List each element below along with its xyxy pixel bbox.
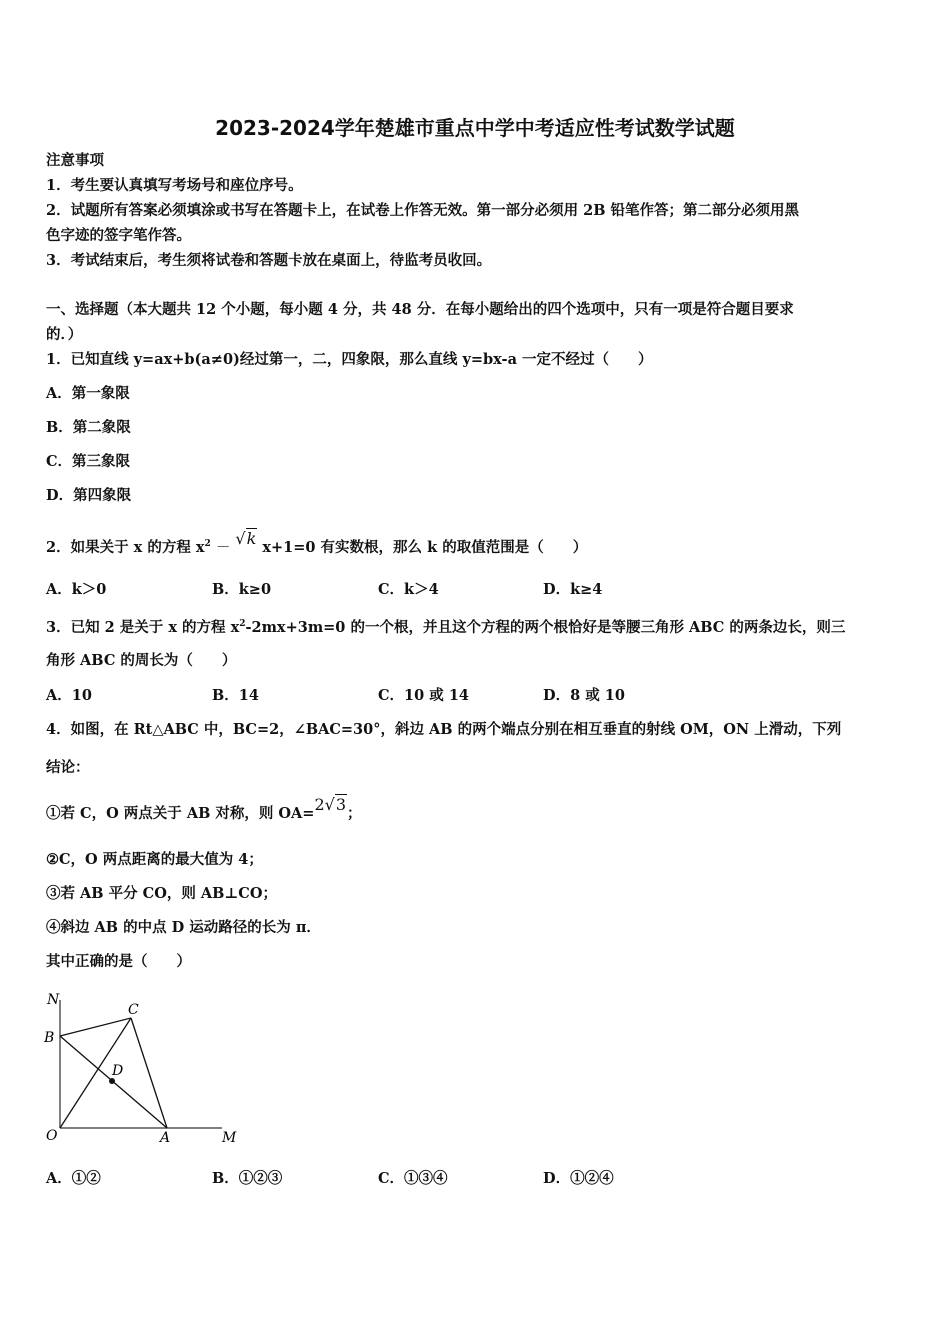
q3-stem [46, 614, 845, 638]
q2-minus: － [215, 539, 231, 556]
q4-option-d: D．①②④ [543, 1170, 614, 1187]
q4-stem-cont: 结论： [46, 759, 90, 776]
q3-stem-start: 3．已知 2 是关于 x 的方程 x [46, 618, 240, 636]
q4-c1-end: ； [347, 805, 362, 822]
q4-conclusion-1 [46, 795, 362, 824]
q2-stem-start: 2．如果关于 x 的方程 x [46, 538, 205, 556]
q2-option-b: B．k≥0 [212, 581, 272, 598]
q3-option-b: B．14 [212, 687, 259, 704]
q4-stem: 4．如图，在 Rt△ABC 中，BC=2，∠BAC=30°，斜边 AB 的两个端点分别在相互垂直的射线 OM，ON 上滑动，下列 [46, 721, 842, 738]
notice-item-2: 2．试题所有答案必须填涂或书写在答题卡上，在试卷上作答无效。第一部分必须用 2B 铅笔作答；第二部分必须用黑 [46, 202, 800, 219]
q4-option-c: C．①③④ [378, 1170, 448, 1187]
segment-ca [131, 1018, 167, 1128]
q3-option-a: A．10 [46, 687, 92, 704]
q1-stem: 1．已知直线 y=ax+b(a≠0)经过第一，二，四象限，那么直线 y=bx-a 一定不经过（ ） [46, 351, 653, 368]
q4-option-a: A．①② [46, 1170, 101, 1187]
label-d: D [112, 1063, 124, 1079]
q4-conclusion-4: ④斜边 AB 的中点 D 运动路径的长为 π． [46, 919, 321, 936]
segment-bc [60, 1018, 131, 1036]
q3-option-c: C．10 或 14 [378, 687, 469, 704]
page-title: 2023-2024学年楚雄市重点中学中考适应性考试数学试题 [215, 116, 735, 140]
q4-c1-text: ①若 C，O 两点关于 AB 对称，则 OA= [46, 805, 315, 822]
q2-sqrt-k: √k [235, 528, 257, 548]
label-c: C [128, 1002, 139, 1018]
q2-option-d: D．k≥4 [543, 581, 603, 598]
q4-c1-radicand: 3 [335, 795, 347, 814]
q2-option-c: C．k＞4 [378, 581, 439, 598]
notice-item-2-cont: 色字迹的签字笔作答。 [46, 227, 191, 244]
section-heading-cont: 的．） [46, 326, 83, 343]
q4-conclusion-2: ②C，O 两点距离的最大值为 4； [46, 851, 263, 868]
q3-option-d: D．8 或 10 [543, 687, 625, 704]
q1-option-c: C．第三象限 [46, 453, 131, 470]
q4-conclusion-3: ③若 AB 平分 CO，则 AB⊥CO； [46, 885, 277, 902]
label-n: N [47, 992, 60, 1008]
q2-stem-end: x+1=0 有实数根，那么 k 的取值范围是（ ） [262, 538, 588, 556]
q1-option-d: D．第四象限 [46, 487, 132, 504]
q1-option-b: B．第二象限 [46, 419, 131, 436]
q3-stem-end: -2mx+3m=0 的一个根，并且这个方程的两个根恰好是等腰三角形 ABC 的两条边长，则三 [245, 618, 846, 636]
section-heading: 一、选择题（本大题共 12 个小题，每小题 4 分，共 48 分．在每小题给出的四个选项中，只有一项是符合题目要求 [46, 301, 794, 318]
notice-heading: 注意事项 [46, 152, 104, 169]
label-o: O [46, 1128, 58, 1144]
q4-option-b: B．①②③ [212, 1170, 283, 1187]
q3-stem-cont: 角形 ABC 的周长为（ ） [46, 652, 237, 669]
q2-option-a: A．k＞0 [46, 581, 107, 598]
label-a: A [160, 1130, 171, 1146]
q2-stem [46, 528, 588, 558]
label-m: M [222, 1130, 237, 1146]
notice-item-3: 3．考试结束后，考生须将试卷和答题卡放在桌面上，待监考员收回。 [46, 252, 492, 269]
notice-item-1: 1．考生要认真填写考场号和座位序号。 [46, 177, 303, 194]
q4-c1-coef: 2 [314, 795, 325, 814]
q3-exponent: 2 [239, 619, 246, 629]
label-b: B [44, 1030, 55, 1046]
q1-option-a: A．第一象限 [46, 385, 130, 402]
q2-exponent: 2 [204, 539, 211, 549]
q4-c1-value: 2√3 [314, 795, 347, 814]
q4-figure [40, 988, 250, 1148]
q4-ask: 其中正确的是（ ） [46, 953, 191, 970]
q2-radicand: k [246, 528, 257, 548]
